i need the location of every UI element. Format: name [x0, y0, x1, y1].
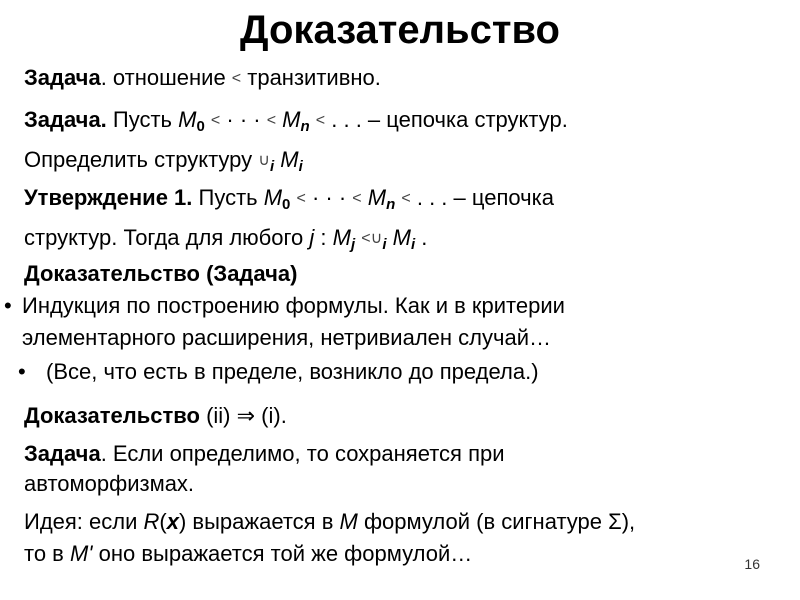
statement-line-1 [24, 184, 554, 215]
text: ) выражается в [178, 509, 340, 534]
dots: · · · [220, 107, 267, 132]
text: : [314, 225, 333, 250]
subscript: i [382, 236, 387, 253]
text: формулой (в сигнатуре Σ), [357, 509, 636, 534]
idea-line [24, 508, 635, 536]
math-var: M [178, 107, 197, 132]
text: оно выражается той же формулой… [92, 541, 473, 566]
text: то в [24, 541, 70, 566]
bullet-item-2: (Все, что есть в пределе, возникло до предела.) [46, 359, 539, 384]
math-var: x [166, 509, 179, 534]
union-symbol: ∪ [370, 230, 383, 247]
prec-symbol: < [296, 190, 306, 207]
union-symbol: ∪ [258, 152, 270, 169]
text: структур. Тогда для любого [24, 225, 310, 250]
slide-title: Доказательство [240, 8, 560, 52]
text: (i). [255, 403, 287, 428]
task-line-2 [24, 106, 568, 137]
subscript: i [410, 236, 416, 253]
subscript: 0 [196, 118, 205, 135]
task-line-3 [24, 440, 505, 468]
math-var: M [274, 147, 299, 172]
subscript: i [269, 158, 275, 175]
task-label: Задача [24, 65, 101, 90]
task-label: Задача. [24, 107, 107, 132]
define-line [24, 146, 303, 177]
subscript: 0 [282, 196, 291, 213]
math-var: R [143, 509, 160, 534]
math-var: M [332, 225, 351, 250]
proof-heading: Доказательство (Задача) [24, 261, 298, 286]
text: . Если определимо, то сохраняется при [100, 441, 505, 466]
proof-ii-i-line [24, 402, 287, 430]
subscript: n [386, 196, 396, 213]
prec-symbol: < [401, 190, 411, 207]
implies-symbol: ⇒ [236, 403, 256, 428]
task-label: Задача [24, 441, 101, 466]
math-var: M [386, 225, 411, 250]
text: Пусть [192, 185, 264, 210]
bullet-icon: • [18, 359, 26, 384]
text: транзитивно. [241, 65, 381, 90]
prec-symbol: < [210, 112, 221, 129]
math-var: M [263, 185, 283, 210]
text: . . . – цепочка структур. [325, 107, 568, 132]
prec-symbol: < [315, 112, 326, 129]
math-var: M [339, 509, 358, 534]
math-var: M [361, 185, 387, 210]
prec-symbol: < [352, 190, 362, 207]
task-line-1 [24, 64, 381, 95]
page-number: 16 [744, 556, 760, 572]
bullet-item-1-cont: элементарного расширения, нетривиален случай… [22, 325, 551, 350]
text: Пусть [106, 107, 179, 132]
subscript: j [350, 236, 356, 253]
subscript: i [298, 158, 303, 175]
statement-line-2 [24, 224, 427, 255]
statement-label: Утверждение 1. [24, 185, 193, 210]
math-var: j [309, 225, 315, 250]
proof-label: Доказательство [24, 403, 200, 428]
text: Идея: если [24, 509, 144, 534]
text: . . . – цепочка [410, 185, 554, 210]
text: ( [159, 509, 167, 534]
text: (ii) [199, 403, 237, 428]
prec-symbol: < [231, 70, 242, 87]
math-var: M' [69, 541, 93, 566]
prec-symbol: < [266, 112, 277, 129]
dots: · · · [305, 185, 353, 210]
task-line-3-cont: автоморфизмах. [24, 471, 195, 496]
bullet-icon: • [4, 293, 12, 318]
bullet-item-1: Индукция по построению формулы. Как и в критерии [22, 293, 565, 318]
math-var: M [276, 107, 301, 132]
text: . отношение [100, 65, 232, 90]
text: Определить структуру [24, 147, 259, 172]
text: . [415, 225, 428, 250]
prec-symbol: < [361, 230, 371, 247]
subscript: n [300, 118, 310, 135]
idea-line-cont [24, 540, 472, 568]
